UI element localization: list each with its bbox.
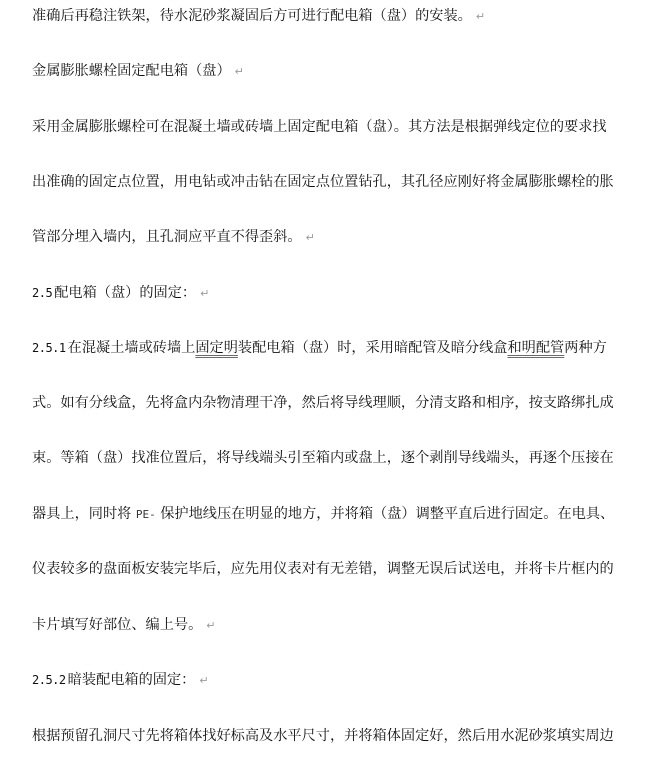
paragraph-line bbox=[32, 447, 622, 469]
line-text: 采用金属膨胀螺栓可在混凝土墙或砖墙上固定配电箱（盘）。其方法是根据弹线定位的要求找 bbox=[32, 119, 607, 135]
paragraph-mark-icon: ↵ bbox=[206, 619, 216, 632]
grammar-underline-text[interactable]: 固定明 bbox=[195, 340, 238, 356]
paragraph-mark-icon: ↵ bbox=[475, 10, 486, 23]
paragraph-mark-icon: ↵ bbox=[200, 287, 210, 300]
paragraph-line bbox=[32, 5, 622, 27]
line-text: 根据预留孔洞尺寸先将箱体找好标高及水平尺寸，并将箱体固定好，然后用水泥砂浆填实周边 bbox=[32, 728, 614, 744]
line-text: 式。如有分线盒，先将盒内杂物清理干净，然后将导线理顺，分清支路和相序，按支路绑扎成 bbox=[32, 395, 614, 411]
section-number: 2.5.2 bbox=[32, 673, 66, 687]
paragraph-line-2-5-1 bbox=[32, 337, 622, 359]
section-heading-2-5 bbox=[32, 282, 622, 304]
line-text: 仪表较多的盘面板安装完毕后，应先用仪表对有无差错，调整无误后试送电，并将卡片框内的 bbox=[32, 561, 614, 577]
line-text: 管部分埋入墙内，且孔洞应平直不得歪斜。 bbox=[32, 229, 302, 245]
paragraph-line bbox=[32, 558, 622, 580]
section-number: 2.5 bbox=[32, 286, 53, 300]
paragraph-line bbox=[32, 116, 622, 138]
latin-text: PE- bbox=[135, 508, 156, 521]
line-text: 暗装配电箱的固定： bbox=[67, 672, 196, 688]
paragraph-line bbox=[32, 614, 622, 636]
grammar-underline-text[interactable]: 和明配管 bbox=[507, 340, 565, 356]
paragraph-mark-icon: ↵ bbox=[199, 674, 209, 687]
line-text: 器具上，同时将 bbox=[32, 506, 136, 522]
paragraph-mark-icon: ↵ bbox=[305, 231, 315, 244]
line-text: 金属膨胀螺栓固定配电箱（盘） bbox=[32, 63, 231, 79]
line-text: 配电箱（盘）的固定： bbox=[54, 285, 197, 301]
paragraph-line bbox=[32, 503, 622, 525]
line-text: 卡片填写好部位、编上号。 bbox=[32, 617, 203, 633]
paragraph-mark-icon: ↵ bbox=[234, 65, 244, 78]
section-heading bbox=[32, 60, 622, 82]
paragraph-line bbox=[32, 226, 622, 248]
paragraph-line bbox=[32, 171, 622, 193]
line-text: 准确后再稳注铁架，待水泥砂浆凝固后方可进行配电箱（盘）的安装。 bbox=[32, 8, 472, 24]
line-text: 出准确的固定点位置，用电钻或冲击钻在固定点位置钻孔，其孔径应刚好将金属膨胀螺栓的胀 bbox=[32, 174, 614, 190]
line-text: 在混凝土墙或砖墙上 bbox=[67, 340, 196, 356]
section-number: 2.5.1 bbox=[32, 341, 66, 355]
line-text: 保护地线压在明显的地方，并将箱（盘）调整平直后进行固定。在电具、 bbox=[155, 506, 615, 522]
paragraph-line bbox=[32, 725, 622, 747]
line-text: 两种方 bbox=[564, 340, 607, 356]
line-text: 装配电箱（盘）时，采用暗配管及暗分线盒 bbox=[237, 340, 508, 356]
paragraph-line bbox=[32, 392, 622, 414]
section-heading-2-5-2 bbox=[32, 669, 622, 691]
line-text: 束。等箱（盘）找准位置后，将导线端头引至箱内或盘上，逐个剥削导线端头，再逐个压接在 bbox=[32, 450, 614, 466]
